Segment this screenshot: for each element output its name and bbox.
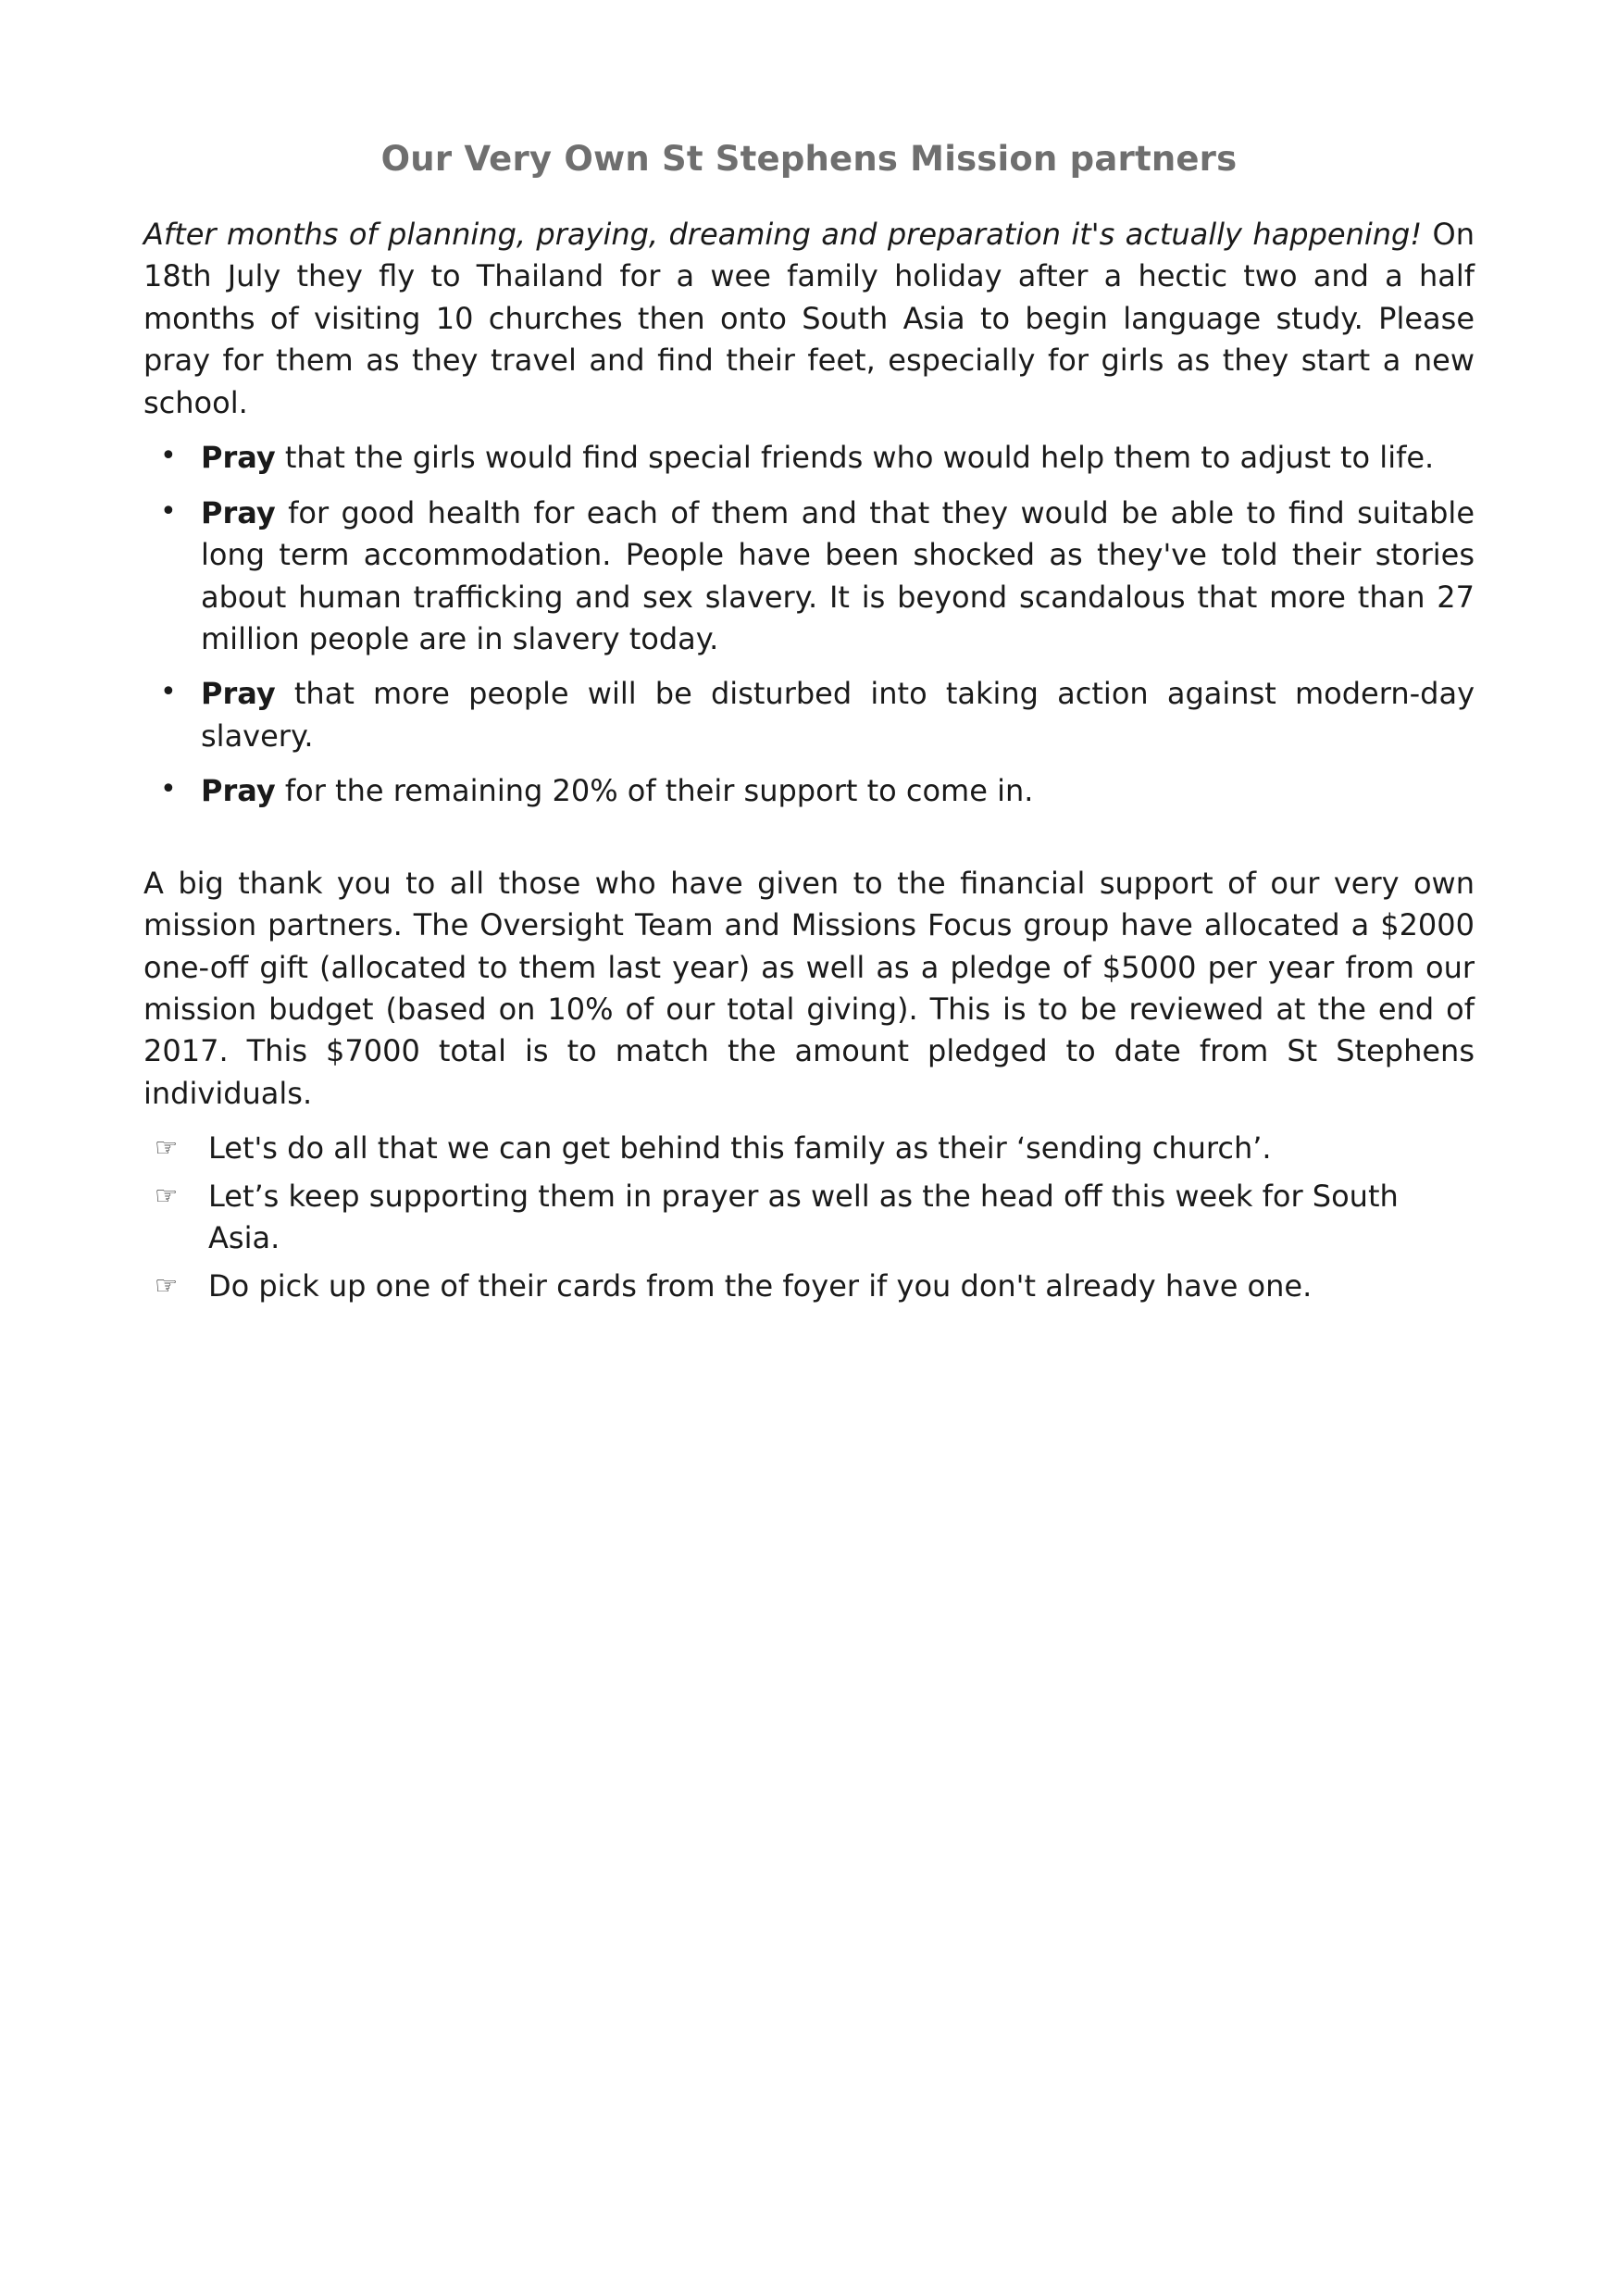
action-text: Let's do all that we can get behind this family as their ‘sending church’. (208, 1130, 1272, 1167)
list-item (143, 673, 1475, 757)
action-text: Do pick up one of their cards from the foyer if you don't already have one. (208, 1267, 1313, 1304)
intro-paragraph (143, 214, 1475, 424)
list-item (143, 437, 1475, 479)
bullet-icon: • (160, 440, 177, 473)
list-item (143, 770, 1475, 812)
bullet-icon: • (160, 494, 177, 528)
intro-italic-lead: After months of planning, praying, dreaming and preparation it's actually happening! (143, 217, 1423, 252)
thanks-paragraph: A big thank you to all those who have given to the financial support of our very own mission partners. The Oversight Team and Missions Focus group have allocated a $2000 one-off gift (allocated to them last year) as well as a pledge of $5000 per year from our mission budget (based on 10% of our total giving). This is to be reviewed at the end of 2017. This $7000 total is to match the amount pledged to date from St Stephens individuals. (143, 865, 1475, 1111)
intro-rest: On 18th July they fly to Thailand for a wee family holiday after a hectic two and a half months of visiting 10 churches then onto South Asia to begin language study. Please pray for them as they travel and find their feet, especially for girls as they start a new school. (143, 217, 1475, 420)
prayer-points-list (143, 437, 1475, 813)
prayer-lead: Pray (201, 494, 276, 530)
prayer-text: for the remaining 20% of their support to come in. (275, 773, 1034, 809)
bullet-icon: • (160, 773, 177, 806)
pointing-hand-icon: ☞ (155, 1179, 179, 1211)
section-spacer (143, 826, 1475, 863)
list-item (143, 1266, 1475, 1307)
list-item (143, 1128, 1475, 1169)
action-points-list (143, 1128, 1475, 1307)
prayer-text: that the girls would find special friends who would help them to adjust to life. (275, 440, 1435, 476)
prayer-text: that more people will be disturbed into taking action against modern-day slavery. (201, 676, 1475, 754)
pointing-hand-icon: ☞ (155, 1132, 179, 1164)
prayer-lead: Pray (201, 773, 276, 809)
prayer-lead: Pray (201, 676, 276, 712)
page-title: Our Very Own St Stephens Mission partners (380, 139, 1238, 179)
bullet-icon: • (160, 676, 177, 709)
list-item (143, 493, 1475, 661)
prayer-lead: Pray (201, 440, 276, 476)
action-text: Let’s keep supporting them in prayer as well as the head off this week for South Asia. (208, 1178, 1399, 1256)
pointing-hand-icon: ☞ (155, 1269, 179, 1301)
prayer-text: for good health for each of them and that they would be able to find suitable long term accommodation. People have been shocked as they've told their stories about human trafficking and sex slavery. It is beyond scandalous that more than 27 million people are in slavery today. (201, 494, 1475, 656)
list-item (143, 1176, 1475, 1260)
